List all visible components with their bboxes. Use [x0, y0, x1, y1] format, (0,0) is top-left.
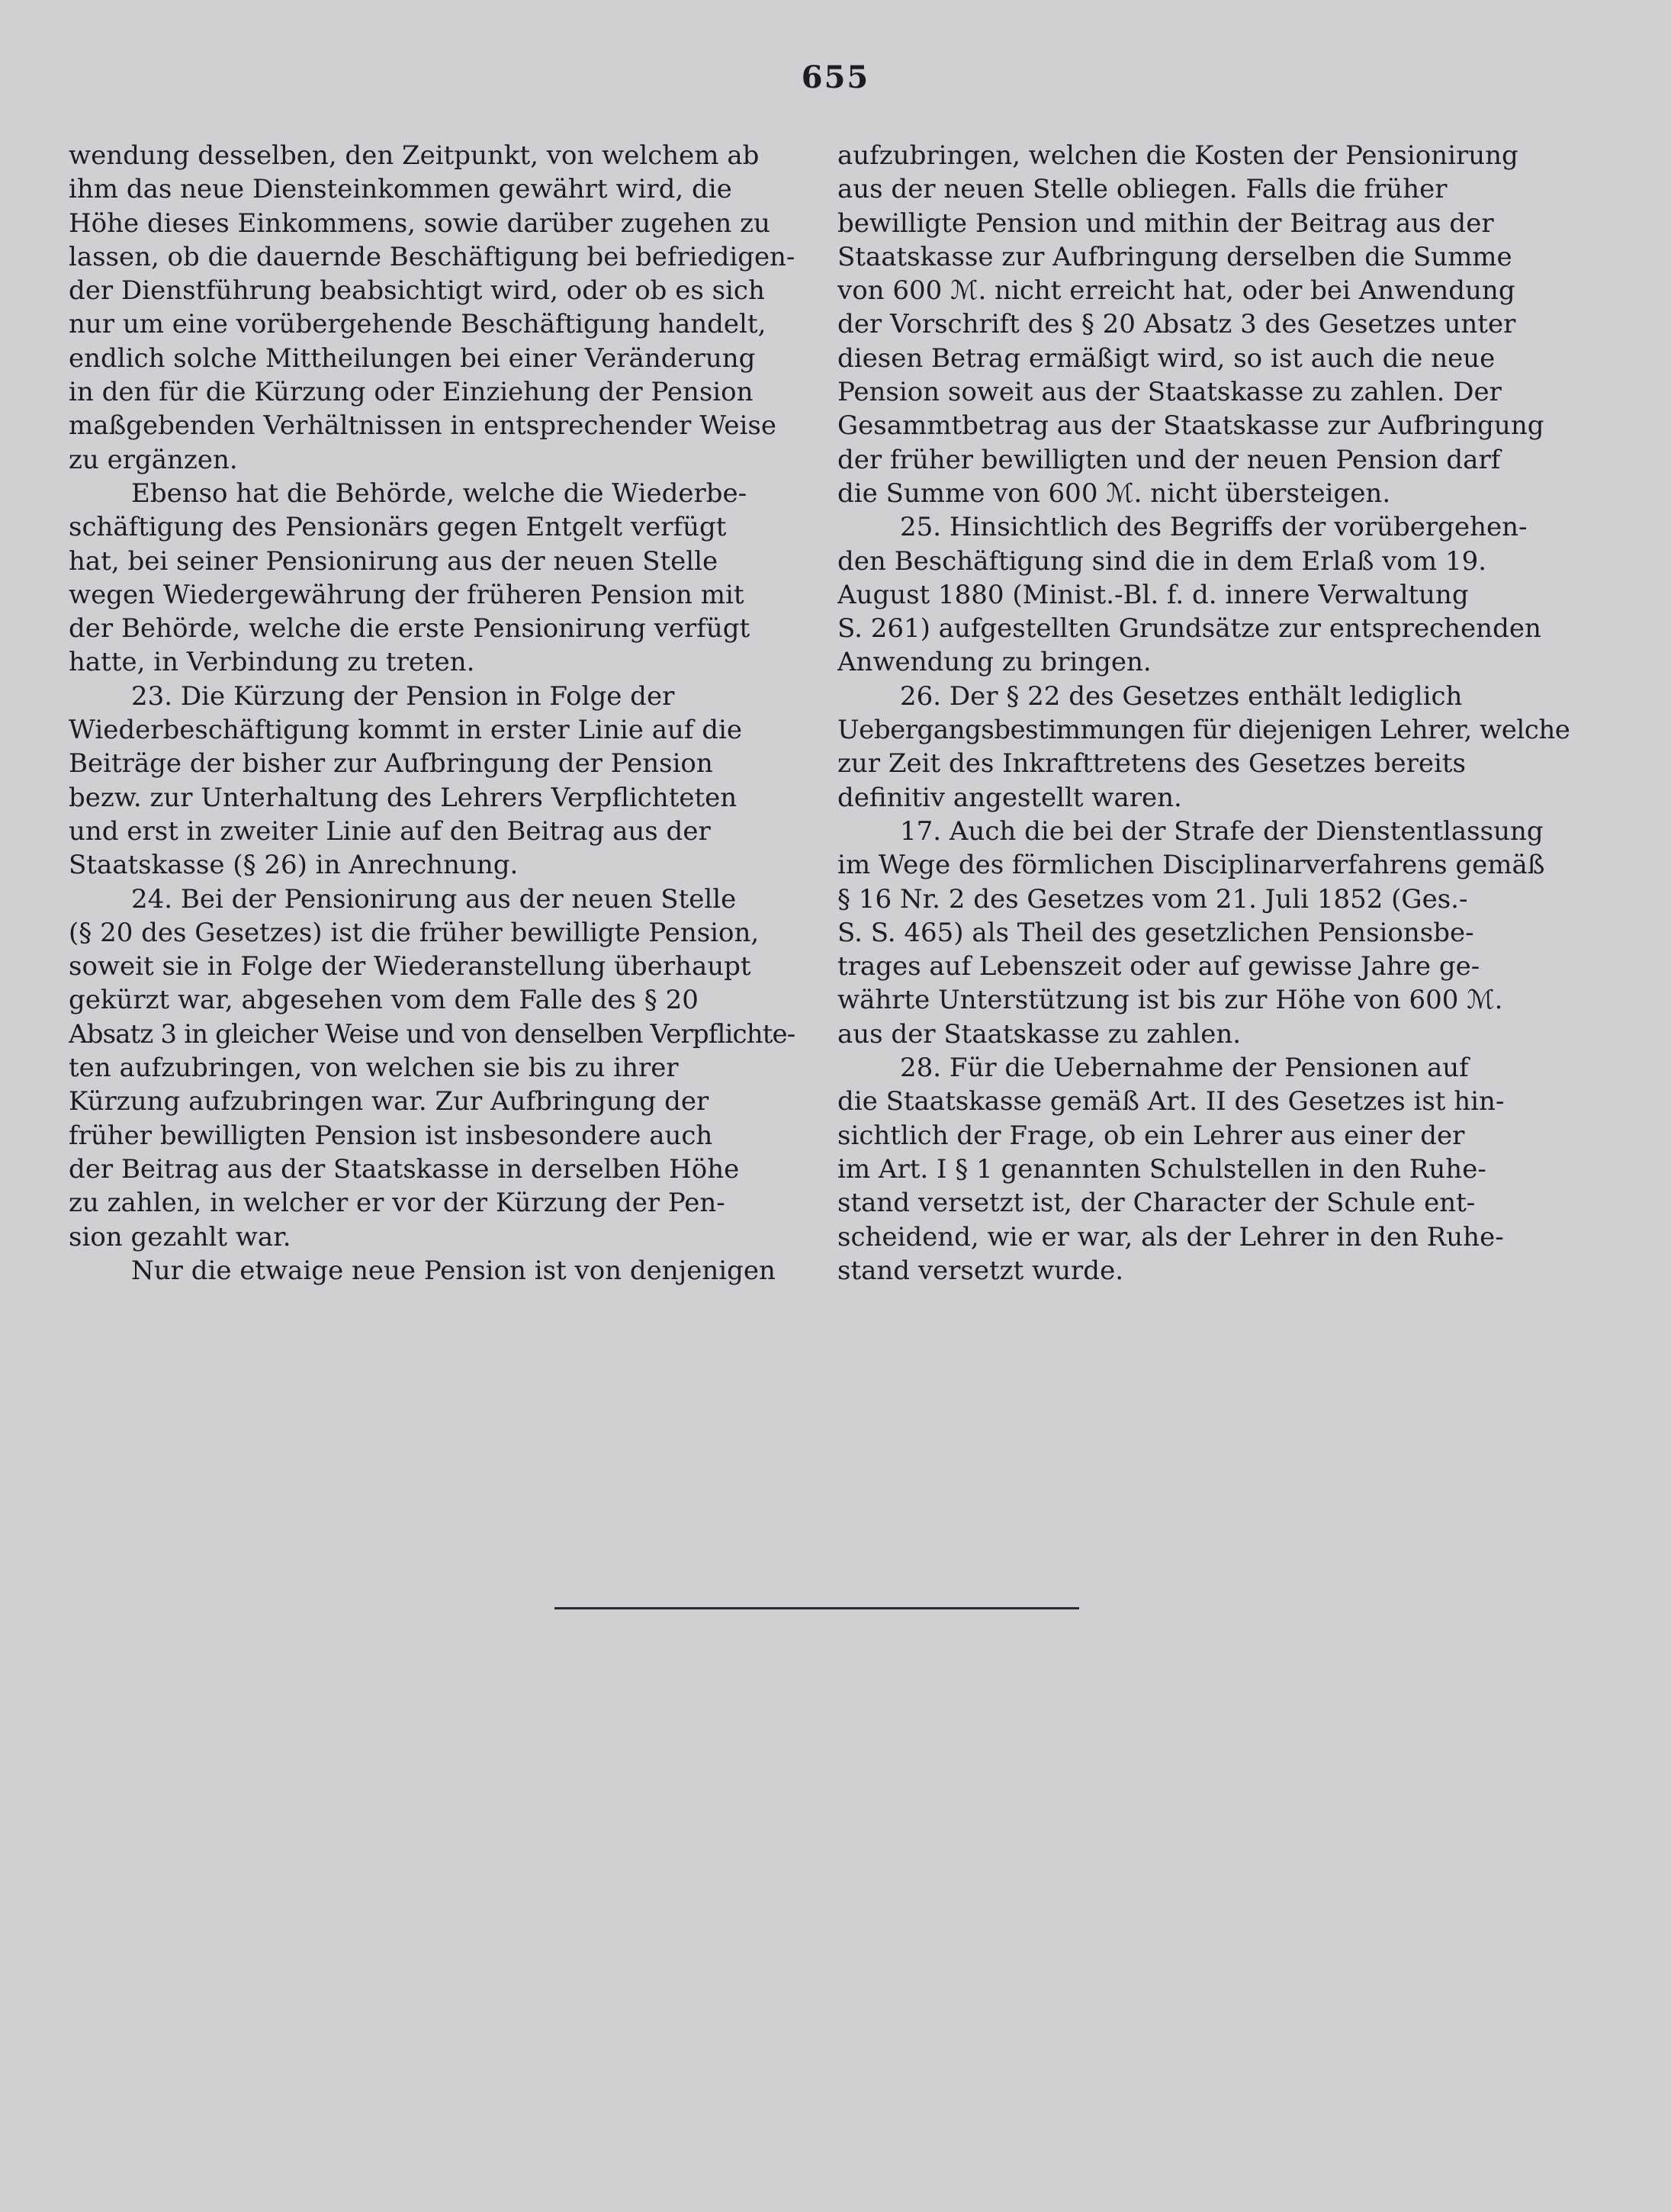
text-line: aufzubringen, welchen die Kosten der Pensionirung: [837, 140, 1518, 171]
text-line: früher bewilligten Pension ist insbesondere auch: [69, 1120, 713, 1151]
text-line: endlich solche Mittheilungen bei einer Veränderung: [69, 342, 756, 374]
page-number: 655: [801, 59, 870, 95]
text-line: (§ 20 des Gesetzes) ist die früher bewilligte Pension,: [69, 917, 760, 948]
text-line: wendung desselben, den Zeitpunkt, von welchem ab: [69, 140, 760, 171]
text-line: Absatz 3 in gleicher Weise und von denselben Verpflichte-: [69, 1018, 795, 1050]
text-line: bezw. zur Unterhaltung des Lehrers Verpflichteten: [69, 782, 737, 813]
text-line: Gesammtbetrag aus der Staatskasse zur Aufbringung: [837, 410, 1544, 442]
text-line: aus der Staatskasse zu zahlen.: [837, 1018, 1242, 1050]
text-line: Staatskasse zur Aufbringung derselben die Summe: [837, 241, 1512, 272]
text-line: von 600 ℳ. nicht erreicht hat, oder bei Anwendung: [837, 275, 1515, 307]
text-line: Staatskasse (§ 26) in Anrechnung.: [69, 850, 519, 881]
text-line: aus der neuen Stelle obliegen. Falls die früher: [837, 174, 1448, 205]
text-line: in den für die Kürzung oder Einziehung der Pension: [69, 377, 754, 408]
text-line: 17. Auch die bei der Strafe der Dienstentlassung: [900, 815, 1544, 847]
text-line: lassen, ob die dauernde Beschäftigung bei befriedigen-: [69, 241, 795, 272]
text-line: gekürzt war, abgesehen vom dem Falle des § 20: [69, 985, 699, 1016]
text-line: die Staatskasse gemäß Art. II des Gesetzes ist hin-: [837, 1086, 1505, 1117]
text-line: sion gezahlt war.: [69, 1221, 291, 1252]
text-line: Kürzung aufzubringen war. Zur Aufbringung der: [69, 1086, 709, 1117]
text-line: Anwendung zu bringen.: [837, 647, 1152, 678]
text-line: Uebergangsbestimmungen für diejenigen Lehrer, welche: [837, 715, 1570, 746]
text-line: 26. Der § 22 des Gesetzes enthält lediglich: [900, 680, 1463, 712]
text-line: ten aufzubringen, von welchen sie bis zu ihrer: [69, 1053, 679, 1084]
text-line: die Summe von 600 ℳ. nicht übersteigen.: [837, 477, 1391, 509]
text-line: währte Unterstützung ist bis zur Höhe von 600 ℳ.: [837, 985, 1503, 1016]
text-line: der Beitrag aus der Staatskasse in derselben Höhe: [69, 1153, 740, 1185]
text-line: 24. Bei der Pensionirung aus der neuen Stelle: [131, 883, 737, 915]
text-line: Beiträge der bisher zur Aufbringung der Pension: [69, 748, 713, 780]
text-line: nur um eine vorübergehende Beschäftigung handelt,: [69, 309, 766, 340]
text-line: § 16 Nr. 2 des Gesetzes vom 21. Juli 1852 (Ges.-: [837, 883, 1468, 915]
text-line: zur Zeit des Inkrafttretens des Gesetzes bereits: [837, 748, 1466, 780]
text-line: Pension soweit aus der Staatskasse zu zahlen. Der: [837, 377, 1502, 408]
text-line: soweit sie in Folge der Wiederanstellung überhaupt: [69, 951, 751, 982]
text-line: diesen Betrag ermäßigt wird, so ist auch die neue: [837, 342, 1496, 374]
text-line: 25. Hinsichtlich des Begriffs der vorübergehen-: [900, 512, 1528, 543]
end-rule: [554, 1607, 1079, 1609]
text-line: S. S. 465) als Theil des gesetzlichen Pensionsbe-: [837, 917, 1474, 948]
text-line: trages auf Lebenszeit oder auf gewisse Jahre ge-: [837, 951, 1480, 982]
text-line: Höhe dieses Einkommens, sowie darüber zugehen zu: [69, 207, 770, 239]
text-line: der früher bewilligten und der neuen Pension darf: [837, 444, 1501, 475]
text-line: Ebenso hat die Behörde, welche die Wiederbe-: [131, 477, 747, 509]
text-line: und erst in zweiter Linie auf den Beitrag aus der: [69, 815, 711, 847]
text-line: ihm das neue Diensteinkommen gewährt wird, die: [69, 174, 732, 205]
text-line: den Beschäftigung sind die in dem Erlaß vom 19.: [837, 545, 1487, 577]
text-line: maßgebenden Verhältnissen in entsprechender Weise: [69, 410, 776, 442]
text-line: zu zahlen, in welcher er vor der Kürzung der Pen-: [69, 1188, 725, 1219]
text-line: August 1880 (Minist.-Bl. f. d. innere Verwaltung: [837, 579, 1469, 610]
text-line: definitiv angestellt waren.: [837, 782, 1182, 813]
text-line: scheidend, wie er war, als der Lehrer in den Ruhe-: [837, 1221, 1504, 1252]
text-line: bewilligte Pension und mithin der Beitrag aus der: [837, 207, 1494, 239]
text-line: zu ergänzen.: [69, 444, 238, 475]
left-column: [69, 139, 795, 1288]
text-line: Wiederbeschäftigung kommt in erster Linie auf die: [69, 715, 743, 746]
text-line: hatte, in Verbindung zu treten.: [69, 647, 475, 678]
text-line: im Wege des förmlichen Disciplinarverfahrens gemäß: [837, 850, 1545, 881]
text-line: der Vorschrift des § 20 Absatz 3 des Gesetzes unter: [837, 309, 1516, 340]
text-line: sichtlich der Frage, ob ein Lehrer aus einer der: [837, 1120, 1465, 1151]
text-line: wegen Wiedergewährung der früheren Pension mit: [69, 579, 744, 610]
right-column: [837, 139, 1570, 1288]
text-line: 28. Für die Uebernahme der Pensionen auf: [900, 1053, 1469, 1084]
text-line: stand versetzt wurde.: [837, 1255, 1123, 1286]
text-line: 23. Die Kürzung der Pension in Folge der: [131, 680, 675, 712]
text-line: stand versetzt ist, der Character der Schule ent-: [837, 1188, 1476, 1219]
text-line: der Behörde, welche die erste Pensionirung verfügt: [69, 613, 750, 645]
text-line: der Dienstführung beabsichtigt wird, oder ob es sich: [69, 275, 765, 307]
text-line: im Art. I § 1 genannten Schulstellen in den Ruhe-: [837, 1153, 1486, 1185]
text-line: hat, bei seiner Pensionirung aus der neuen Stelle: [69, 545, 718, 577]
text-line: schäftigung des Pensionärs gegen Entgelt verfügt: [69, 512, 727, 543]
text-line: S. 261) aufgestellten Grundsätze zur entsprechenden: [837, 613, 1541, 645]
text-line: Nur die etwaige neue Pension ist von denjenigen: [131, 1255, 776, 1286]
